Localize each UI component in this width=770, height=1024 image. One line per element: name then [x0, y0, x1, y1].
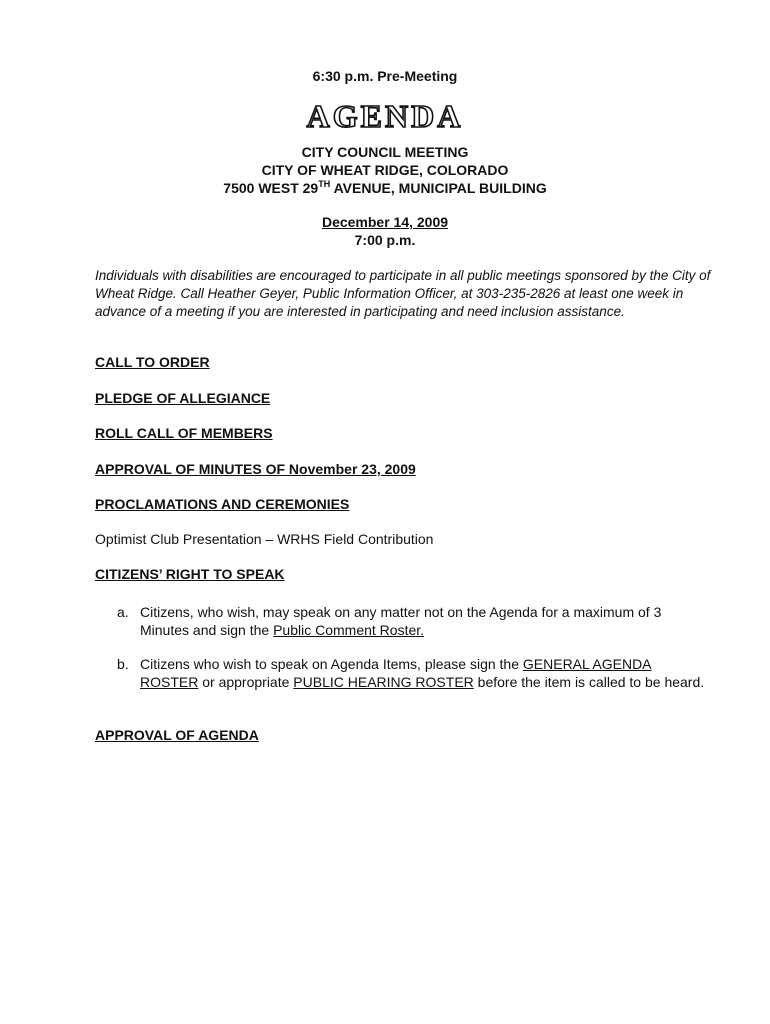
section-roll-call: ROLL CALL OF MEMBERS — [95, 425, 273, 441]
general-agenda-roster-link: GENERAL AGENDA ROSTER — [140, 656, 652, 690]
item-b-text-3: before the item is called to be heard. — [473, 674, 705, 690]
section-proclamations: PROCLAMATIONS AND CEREMONIES — [95, 496, 350, 512]
meeting-time: 7:00 p.m. — [354, 232, 416, 248]
item-b-label: b. — [117, 656, 129, 672]
section-approval-of-agenda: APPROVAL OF AGENDA — [95, 727, 259, 743]
item-a-body — [140, 603, 707, 639]
item-b-text-1: Citizens who wish to speak on Agenda Items, please sign the — [140, 656, 523, 672]
meeting-date: December 14, 2009 — [321, 214, 449, 230]
meeting-address — [0, 179, 770, 196]
accessibility-notice: Individuals with disabilities are encouraged to participate in all public meetings sponsored by the City of Wheat Ridge. Call Heather Geyer, Public Information Officer, at 303-235-2826 at least one week in advance of a meeting if you are interested in participating and need inclusion assistance. — [95, 268, 711, 319]
item-a-text: Citizens, who wish, may speak on any matter not on the Agenda for a maximum of 3 Minutes and sign the — [140, 604, 662, 638]
citizens-item-b — [117, 655, 707, 691]
citizens-item-a — [117, 603, 707, 639]
proclamation-item: Optimist Club Presentation – WRHS Field Contribution — [95, 531, 434, 547]
section-pledge: PLEDGE OF ALLEGIANCE — [95, 390, 271, 406]
item-b-text-2: or appropriate — [198, 674, 294, 690]
section-citizens-right-to-speak: CITIZENS’ RIGHT TO SPEAK — [95, 566, 285, 582]
city-name: CITY OF WHEAT RIDGE, COLORADO — [261, 162, 509, 178]
meeting-title: CITY COUNCIL MEETING — [301, 144, 469, 160]
address-prefix: 7500 WEST 29 — [223, 180, 319, 196]
public-comment-roster-link: Public Comment Roster. — [273, 622, 425, 638]
address-suffix: AVENUE, MUNICIPAL BUILDING — [330, 180, 547, 196]
public-hearing-roster-link: PUBLIC HEARING ROSTER — [293, 674, 474, 690]
item-b-body — [140, 655, 707, 691]
agenda-heading: AGENDA — [306, 98, 464, 134]
address-superscript: TH — [318, 179, 331, 189]
section-approval-minutes: APPROVAL OF MINUTES OF November 23, 2009 — [95, 461, 416, 477]
item-a-label: a. — [117, 604, 129, 620]
pre-meeting-time: 6:30 p.m. Pre-Meeting — [312, 68, 458, 84]
section-call-to-order: CALL TO ORDER — [95, 354, 210, 370]
